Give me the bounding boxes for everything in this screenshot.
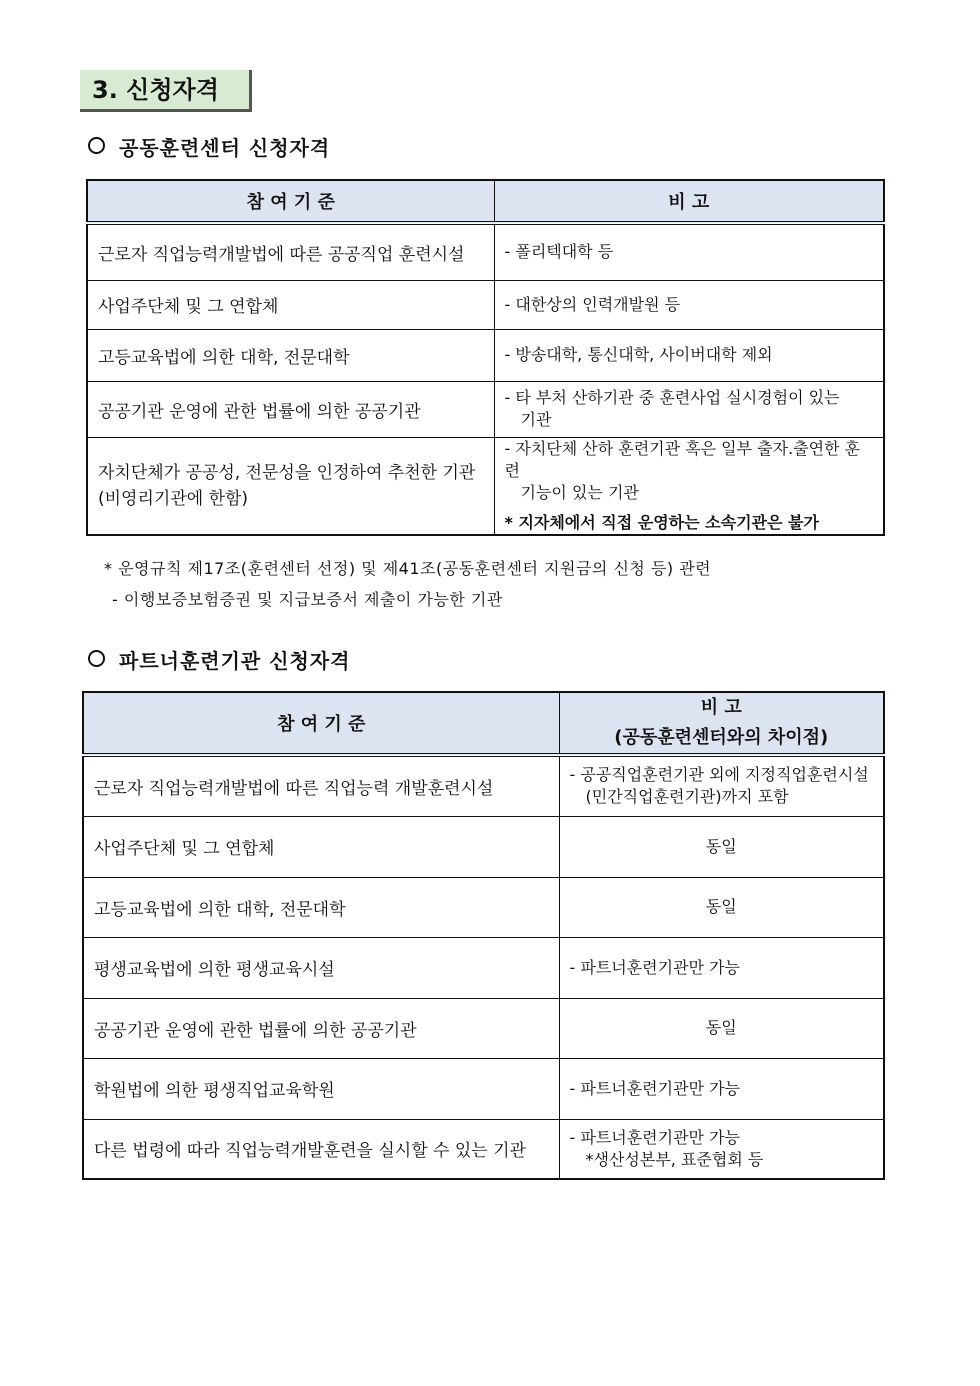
remark-cell bbox=[494, 280, 884, 329]
section-title: 3. 신청자격 bbox=[80, 70, 252, 112]
joint-heading bbox=[88, 132, 330, 161]
remark-line: 기능이 있는 기관 bbox=[520, 482, 639, 502]
criteria-cell: 평생교육법에 의한 평생교육시설 bbox=[83, 937, 559, 998]
remark-line: - 파트너훈련기관만 가능 bbox=[569, 1127, 741, 1147]
remark-cell bbox=[494, 223, 884, 280]
partner-heading bbox=[88, 645, 350, 674]
footnote-rule: * 운영규칙 제17조(훈련센터 선정) 및 제41조(공동훈련센터 지원금의 신청 등) 관련 bbox=[104, 559, 712, 578]
remark-cell bbox=[559, 755, 884, 816]
remark-cell: 동일 bbox=[559, 816, 884, 877]
criteria-cell: 자치단체가 공공성, 전문성을 인정하여 추천한 기관(비영리기관에 한함) bbox=[87, 437, 494, 535]
criteria-header: 참 여 기 준 bbox=[87, 180, 494, 223]
remark-cell bbox=[559, 937, 884, 998]
table-row bbox=[83, 998, 884, 1058]
criteria-cell: 공공기관 운영에 관한 법률에 의한 공공기관 bbox=[83, 998, 559, 1058]
remark-line: 기관 bbox=[520, 410, 552, 429]
criteria-cell: 다른 법령에 따라 직업능력개발훈련을 실시할 수 있는 기관 bbox=[83, 1119, 559, 1179]
remark-cell bbox=[559, 1058, 884, 1119]
remarks-header: 비 고 bbox=[494, 180, 884, 223]
remark-line: - 파트너훈련기관만 가능 bbox=[569, 1078, 741, 1098]
remark-cell bbox=[494, 329, 884, 381]
remarks-header bbox=[559, 692, 884, 755]
criteria-cell: 공공기관 운영에 관한 법률에 의한 공공기관 bbox=[87, 381, 494, 437]
table-row bbox=[87, 329, 884, 381]
partner-eligibility-table bbox=[82, 691, 885, 1180]
criteria-cell: 고등교육법에 의한 대학, 전문대학 bbox=[87, 329, 494, 381]
remark-line: - 타 부처 산하기관 중 훈련사업 실시경험이 있는 bbox=[504, 388, 840, 407]
remark-cell bbox=[559, 1119, 884, 1179]
remark-line: - 대한상의 인력개발원 등 bbox=[504, 294, 681, 314]
criteria-cell: 고등교육법에 의한 대학, 전문대학 bbox=[83, 877, 559, 937]
remark-bold-note: * 지자체에서 직접 운영하는 소속기관은 불가 bbox=[504, 512, 819, 532]
remark-line: *생산성본부, 표준협회 등 bbox=[585, 1149, 764, 1169]
circle-bullet-icon bbox=[88, 650, 105, 667]
criteria-cell: 근로자 직업능력개발법에 따른 공공직업 훈련시설 bbox=[87, 223, 494, 280]
remark-cell: 동일 bbox=[559, 877, 884, 937]
remark-line: - 공공직업훈련기관 외에 지정직업훈련시설 bbox=[569, 765, 869, 785]
remark-line: (민간직업훈련기관)까지 포함 bbox=[585, 787, 789, 807]
criteria-cell: 사업주단체 및 그 연합체 bbox=[83, 816, 559, 877]
circle-bullet-icon bbox=[88, 137, 105, 154]
partner-heading-text: 파트너훈련기관 신청자격 bbox=[119, 649, 351, 673]
joint-eligibility-table bbox=[86, 179, 885, 536]
footnote-guarantee: - 이행보증보험증권 및 지급보증서 제출이 가능한 기관 bbox=[112, 590, 503, 609]
remark-cell: 동일 bbox=[559, 998, 884, 1058]
remark-cell bbox=[494, 381, 884, 437]
table-row bbox=[87, 280, 884, 329]
remark-cell bbox=[494, 437, 884, 535]
remarks-header-title: 비 고 bbox=[700, 697, 742, 718]
criteria-header: 참 여 기 준 bbox=[83, 692, 559, 755]
criteria-cell: 근로자 직업능력개발법에 따른 직업능력 개발훈련시설 bbox=[83, 755, 559, 816]
table-row bbox=[83, 1119, 884, 1179]
criteria-cell: 학원법에 의한 평생직업교육학원 bbox=[83, 1058, 559, 1119]
table-row bbox=[87, 381, 884, 437]
remark-line: - 자치단체 산하 훈련기관 혹은 일부 출자.출연한 훈련 bbox=[504, 438, 861, 480]
criteria-cell: 사업주단체 및 그 연합체 bbox=[87, 280, 494, 329]
remark-line: - 파트너훈련기관만 가능 bbox=[569, 957, 741, 977]
remark-line: - 방송대학, 통신대학, 사이버대학 제외 bbox=[504, 345, 773, 364]
table-row bbox=[83, 877, 884, 937]
table-row bbox=[83, 1058, 884, 1119]
table-row bbox=[83, 937, 884, 998]
table-row bbox=[83, 755, 884, 816]
joint-heading-text: 공동훈련센터 신청자격 bbox=[119, 136, 331, 160]
table-row bbox=[87, 437, 884, 535]
remark-line: - 폴리텍대학 등 bbox=[504, 242, 614, 262]
table-row bbox=[87, 223, 884, 280]
table-row bbox=[83, 816, 884, 877]
remarks-header-subtitle: (공동훈련센터와의 차이점) bbox=[614, 727, 829, 748]
